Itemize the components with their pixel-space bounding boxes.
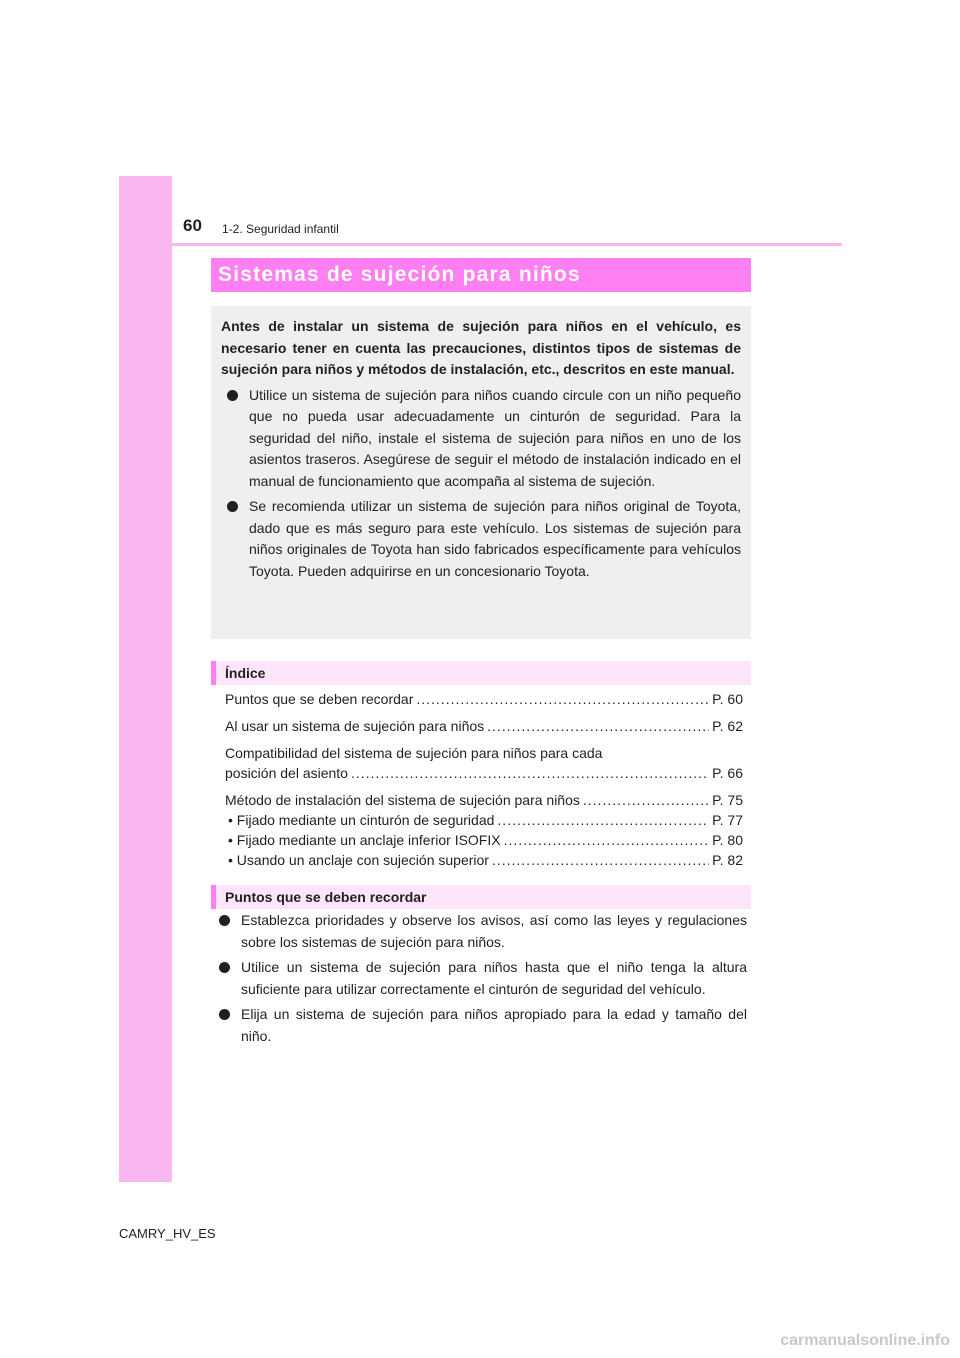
toc-entry[interactable]: Método de instalación del sistema de sujeción para niños ..... P. 75	[225, 790, 743, 810]
page-title: Sistemas de sujeción para niños	[211, 258, 751, 292]
header-rule	[172, 243, 842, 246]
bullet-icon	[227, 501, 238, 512]
remember-heading: Puntos que se deben recordar	[211, 885, 751, 909]
footer-model: CAMRY_HV_ES	[119, 1226, 216, 1241]
section-label: 1-2. Seguridad infantil	[222, 222, 339, 236]
toc-entry[interactable]: • Fijado mediante un anclaje inferior ISOFIX ..... P. 80	[225, 830, 743, 850]
list-item: Utilice un sistema de sujeción para niños hasta que el niño tenga la altura suficiente para utilizar correctamente el cinturón de seguridad del vehículo.	[211, 957, 747, 1000]
list-item: Se recomienda utilizar un sistema de sujeción para niños original de Toyota, dado que es más seguro para este vehículo. Los sistemas de sujeción para niños originales de Toyota han sido fabricados específicamente para vehículos Toyota. Pueden adquirirse en un concesionario Toyota.	[221, 496, 741, 582]
toc-entry[interactable]: Al usar un sistema de sujeción para niños ..... P. 62	[225, 716, 743, 736]
intro-bullet-list	[221, 385, 741, 583]
bullet-icon	[227, 390, 238, 401]
toc-entry[interactable]: • Usando un anclaje con sujeción superior ..... P. 82	[225, 850, 743, 870]
intro-lead: Antes de instalar un sistema de sujeción para niños en el vehículo, es necesario tener en cuenta las precauciones, distintos tipos de sistemas de sujeción para niños y métodos de instalación, etc., descritos en este manual.	[221, 318, 741, 377]
watermark: carmanualsonline.info	[780, 1332, 950, 1349]
bullet-icon	[219, 915, 230, 926]
toc-entry[interactable]: • Fijado mediante un cinturón de seguridad ..... P. 77	[225, 810, 743, 830]
index-heading: Índice	[211, 661, 751, 685]
remember-bullet-list	[211, 910, 747, 1051]
list-item: Elija un sistema de sujeción para niños apropiado para la edad y tamaño del niño.	[211, 1004, 747, 1047]
list-item: Utilice un sistema de sujeción para niños cuando circule con un niño pequeño que no pueda usar adecuadamente un cinturón de seguridad. Para la seguridad del niño, instale el sistema de sujeción para niños en uno de los asientos traseros. Asegúrese de seguir el método de instalación indicado en el manual de funcionamiento que acompaña al sistema de sujeción.	[221, 385, 741, 493]
list-item: Establezca prioridades y observe los avisos, así como las leyes y regulaciones sobre los sistemas de sujeción para niños.	[211, 910, 747, 953]
side-color-strip	[119, 176, 172, 1182]
page-number: 60	[183, 216, 202, 235]
bullet-icon	[219, 962, 230, 973]
intro-box	[211, 306, 751, 639]
table-of-contents	[225, 689, 743, 870]
bullet-icon	[219, 1009, 230, 1020]
toc-entry[interactable]: Compatibilidad del sistema de sujeción para niños para cada posición del asiento ..... P. 66	[225, 743, 743, 783]
toc-entry[interactable]: Puntos que se deben recordar ..... P. 60	[225, 689, 743, 709]
